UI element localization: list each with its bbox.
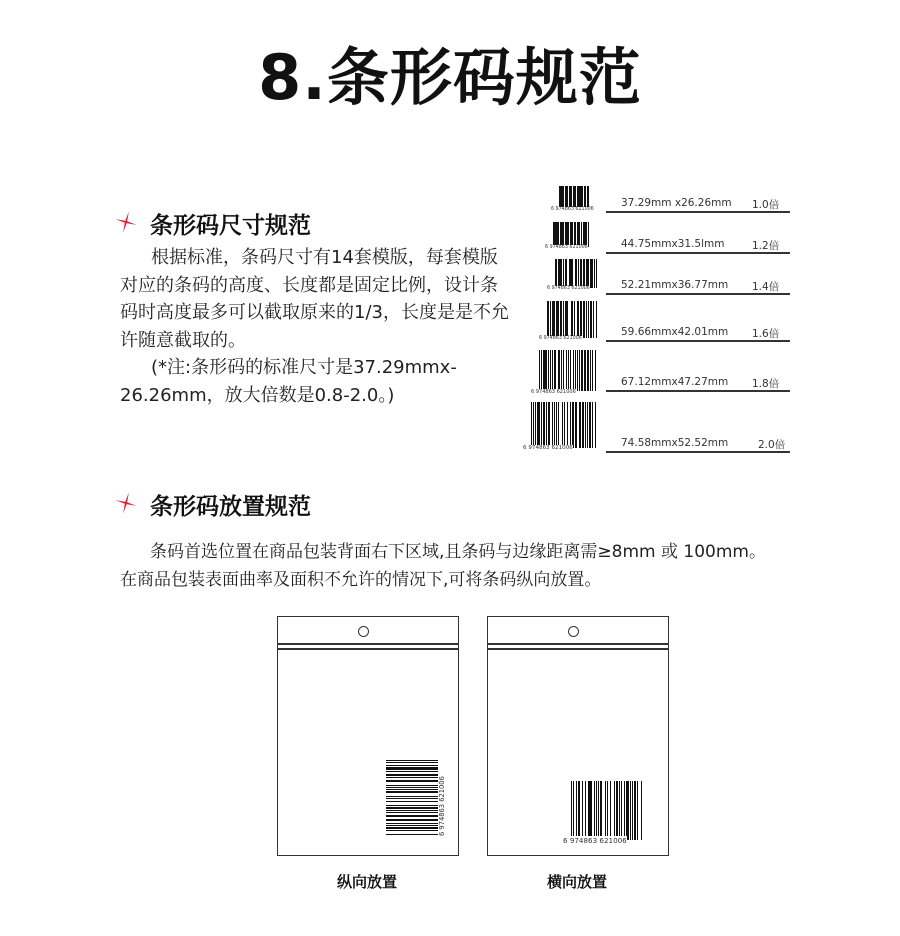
barcode-sample (523, 402, 597, 452)
size-value: 37.29mm x26.26mm (621, 197, 732, 209)
barcode-bar (386, 760, 438, 761)
barcode-bar (634, 781, 636, 840)
barcode-bar (386, 827, 438, 829)
placement-paragraph (120, 539, 840, 594)
barcode-bar (572, 222, 573, 247)
barcode-bar (571, 186, 572, 209)
barcode-bar (548, 402, 550, 448)
barcode-bar (535, 402, 536, 448)
star-icon (115, 211, 137, 233)
barcode-bar (586, 222, 587, 247)
barcode-bar (386, 834, 438, 835)
barcode-bar (386, 767, 438, 770)
barcode-bar (386, 780, 438, 783)
barcode-sample (551, 186, 594, 213)
bag-horizontal (487, 616, 669, 856)
barcode-bar (582, 402, 584, 448)
barcode-bar (386, 774, 438, 776)
scale-value: 1.2倍 (752, 240, 780, 252)
size-value: 74.58mmx52.52mm (621, 437, 729, 449)
barcode-bar (575, 350, 576, 391)
barcode-bar (554, 402, 555, 448)
barcode-bar (386, 812, 438, 813)
barcode-digits: 6 974863 621006 (545, 245, 588, 250)
barcode-bar (562, 402, 563, 448)
barcode-bar (626, 781, 629, 840)
barcode-bar (537, 402, 539, 448)
barcode-bar (386, 807, 438, 809)
barcode-bar (641, 781, 642, 840)
size-paragraph (120, 244, 540, 409)
barcode-bar (584, 259, 585, 288)
barcode-bar (386, 798, 438, 799)
barcode-bar (590, 350, 591, 391)
barcode-bar (556, 259, 557, 288)
barcode-bar (610, 781, 611, 840)
barcode-bar (572, 402, 574, 448)
barcode-bar (386, 819, 438, 822)
page-title: 8.条形码规范 (258, 41, 642, 114)
barcode-bar (567, 301, 568, 338)
barcode-bar (593, 301, 594, 338)
hang-hole-icon (568, 626, 579, 637)
barcode-bar (630, 781, 631, 840)
barcode-bar (562, 222, 563, 247)
barcode-bar (548, 350, 549, 391)
barcode-bar (572, 301, 573, 338)
barcode-bar (386, 825, 438, 826)
paragraph-line: 根据标准，条码尺寸有14套模版，每套模版 (151, 247, 498, 268)
barcode-bar (567, 402, 568, 448)
barcode-bar (386, 762, 438, 763)
seal-line (278, 648, 458, 650)
barcode-bar (531, 402, 532, 448)
barcode-bar (568, 350, 569, 391)
note-line: 26.26mm，放大倍数是0.8-2.0。) (120, 384, 395, 406)
barcode-bar (605, 781, 606, 840)
size-value: 59.66mmx42.01mm (621, 326, 729, 338)
barcode-bar (556, 402, 557, 448)
barcode-bar (570, 402, 571, 448)
barcode-bar (585, 402, 586, 448)
bag-vertical (277, 616, 459, 856)
barcode-bar (581, 301, 582, 338)
barcode-bar (554, 350, 556, 391)
barcode-bar (588, 222, 589, 247)
barcode-bar (541, 402, 542, 448)
barcode-bar (591, 301, 592, 338)
barcode-bar (596, 781, 597, 840)
star-icon (115, 492, 137, 514)
barcode-bar (581, 350, 582, 391)
barcode-bar (572, 259, 573, 288)
barcode-bar (544, 350, 546, 391)
barcode-bar (548, 301, 549, 338)
barcode-bar (386, 785, 438, 786)
scale-value: 1.0倍 (752, 199, 780, 211)
barcode-bar (575, 402, 576, 448)
barcode-digits: 6 974863 621006 (531, 388, 576, 395)
barcode-bar (561, 259, 562, 288)
barcode-bar (588, 186, 589, 209)
barcode-bar (586, 301, 588, 338)
barcode-digits: 6 974863 621006 (438, 760, 446, 836)
barcode-bar (624, 781, 626, 840)
barcode-bar (386, 791, 438, 793)
size-value: 52.21mmx36.77mm (621, 279, 729, 291)
seal-line (488, 648, 668, 650)
barcode-bar (578, 259, 579, 288)
barcode-bar (386, 777, 438, 778)
note-line: (*注:条形码的标准尺寸是37.29mmx- (151, 357, 457, 378)
barcode-bar (579, 402, 581, 448)
barcode-digits: 6 974863 621006 (539, 336, 582, 341)
barcode-bar (600, 781, 602, 840)
paragraph-line: 码时高度最多可以截取原来的1/3，长度是是不允 (120, 302, 509, 323)
hang-hole-icon (358, 626, 369, 637)
barcode-bar (386, 810, 438, 811)
barcode-bar (619, 781, 620, 840)
bag-label-vertical: 纵向放置 (336, 873, 397, 891)
barcode-digits: 6 974863 621006 (563, 836, 627, 846)
barcode-bar (386, 789, 438, 790)
barcode-bar (616, 781, 618, 840)
section-heading-size: 条形码尺寸规范 (150, 213, 311, 239)
paragraph-line: 条码首选位置在商品包装背面右下区域,且条码与边缘距离需≥8mm 或 100mm。 (150, 542, 766, 562)
barcode-bar (637, 781, 638, 840)
barcode-bar (596, 259, 597, 288)
scale-value: 1.4倍 (752, 281, 780, 293)
barcode-bar (592, 402, 593, 448)
barcode-bar (560, 301, 562, 338)
scale-value: 1.8倍 (752, 378, 780, 390)
barcode-bar (386, 796, 438, 797)
barcode-bar (614, 781, 615, 840)
barcode-bar (386, 815, 438, 817)
barcode-digits: 6 974863 621006 (547, 286, 590, 291)
barcode-sample (531, 350, 597, 395)
barcode-bar (573, 781, 574, 840)
barcode-bar (552, 402, 553, 448)
barcode-bar (576, 781, 577, 840)
size-value: 67.12mmx47.27mm (621, 376, 729, 388)
barcode-sample (545, 222, 589, 251)
section-heading-placement: 条形码放置规范 (150, 494, 311, 520)
seal-line (278, 643, 458, 645)
barcode-bar (533, 402, 534, 448)
barcode-digits: 6 974863 621006 (523, 445, 573, 451)
size-value: 44.75mmx31.5lmm (621, 238, 725, 250)
barcode-digits: 6 974863 621006 (551, 207, 594, 212)
scale-value: 1.6倍 (752, 328, 780, 340)
barcode-bar (589, 781, 592, 840)
barcode-bar (564, 402, 565, 448)
barcode-bar (578, 301, 579, 338)
barcode-sample (539, 301, 597, 342)
barcode-bar (583, 301, 584, 338)
barcode-bar (621, 781, 622, 840)
barcode-bar (576, 402, 577, 448)
barcode-bar (594, 259, 595, 288)
barcode-bar (556, 301, 557, 338)
barcode-bar (386, 805, 438, 806)
barcode-bar (541, 350, 542, 391)
barcode-bar (568, 222, 569, 247)
barcode-bar (386, 765, 438, 766)
barcode-bar (579, 350, 580, 391)
paragraph-line: 许随意截取的。 (120, 329, 246, 351)
barcode-bar (554, 301, 555, 338)
barcode-bar (543, 402, 545, 448)
barcode-bar (574, 301, 575, 338)
barcode-bar (550, 350, 551, 391)
scale-value: 2.0倍 (758, 439, 786, 451)
barcode-bar (567, 186, 568, 209)
barcode-bar (595, 350, 596, 391)
barcode-bar (571, 781, 572, 840)
barcode-bar (546, 402, 547, 448)
barcode-bar (607, 781, 608, 840)
barcode-bar (386, 787, 438, 788)
barcode-bar (588, 781, 589, 840)
paragraph-line: 在商品包装表面曲率及面积不允许的情况下,可将条码纵向放置。 (120, 569, 602, 590)
barcode-bar (589, 402, 591, 448)
barcode-bar (632, 781, 633, 840)
barcode-bar (552, 301, 554, 338)
barcode-bar (566, 259, 568, 288)
barcode-bar (570, 350, 571, 391)
bag-label-horizontal: 横向放置 (546, 873, 607, 891)
barcode-bar (585, 781, 587, 840)
barcode-bar (594, 781, 595, 840)
barcode-sample (547, 259, 597, 292)
barcode-bar (386, 771, 438, 772)
barcode-bar (595, 402, 596, 448)
barcode-bar (584, 350, 586, 391)
paragraph-line: 对应的条码的高度、长度都是固定比例，设计条 (120, 274, 498, 296)
barcode-bar (592, 350, 593, 391)
barcode-bar (386, 801, 438, 802)
barcode-bar (558, 402, 560, 448)
seal-line (488, 643, 668, 645)
barcode-bar (386, 823, 438, 824)
barcode-bar (578, 781, 581, 840)
barcode-bar (598, 781, 599, 840)
barcode-bar (576, 259, 577, 288)
barcode-bar (563, 350, 564, 391)
barcode-vertical (386, 760, 446, 836)
barcode-bar (582, 781, 583, 840)
barcode-bar (596, 301, 597, 338)
barcode-bar (386, 830, 438, 831)
barcode-bar (587, 402, 588, 448)
barcode-horizontal (563, 781, 651, 846)
